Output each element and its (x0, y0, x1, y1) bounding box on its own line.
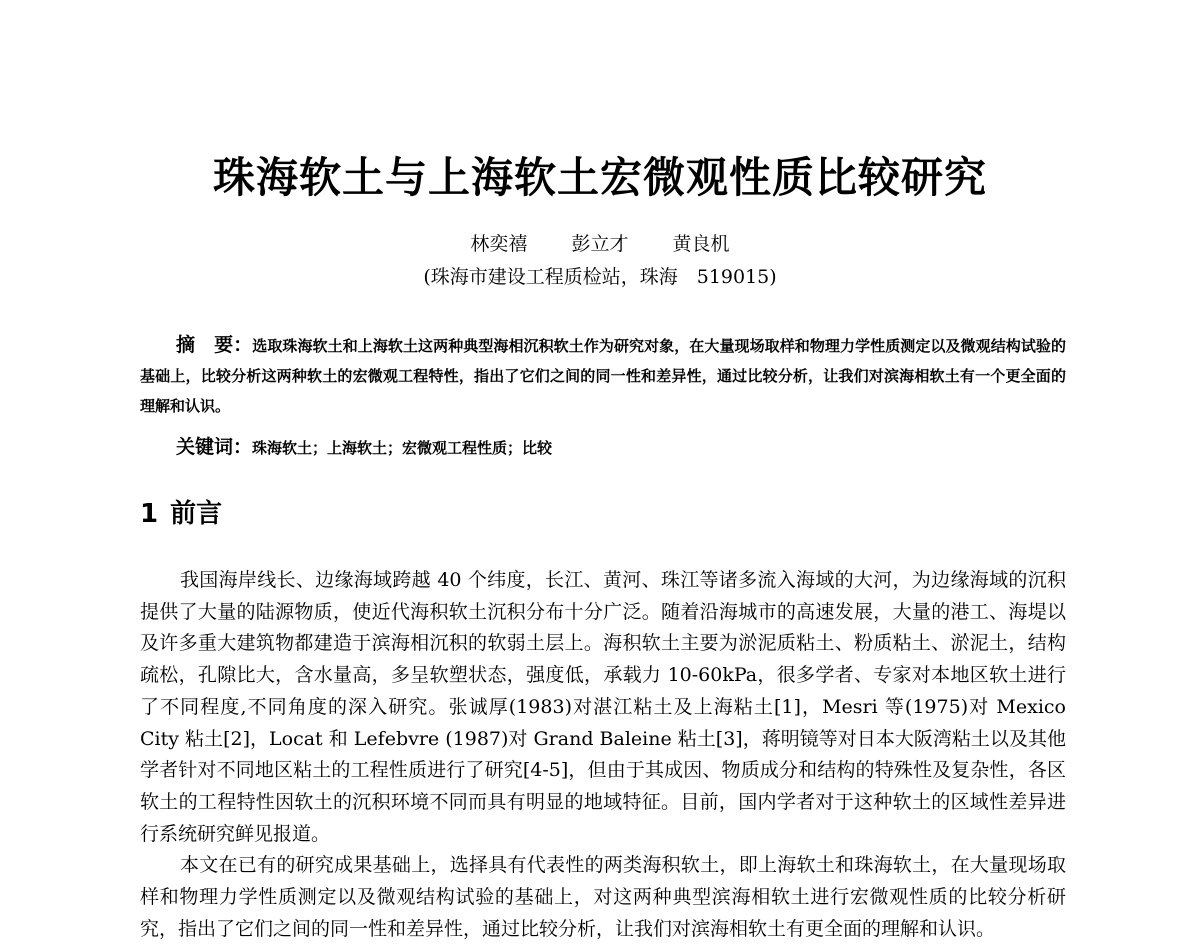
section-number: 1 (140, 499, 159, 529)
keywords-text: 珠海软土；上海软土；宏微观工程性质；比较 (252, 439, 553, 457)
abstract-block (140, 330, 1066, 421)
body-text (140, 565, 1066, 945)
body-paragraph: 本文在已有的研究成果基础上，选择具有代表性的两类海积软土，即上海软土和珠海软土，在大量现场取样和物理力学性质测定以及微观结构试验的基础上，对这两种典型滨海相软土进行宏微观性质的比较分析研究，指出了它们之间的同一性和差异性，通过比较分析，让我们对滨海相软土有更全面的理解和认识。 (140, 854, 1066, 940)
paper-title: 珠海软土与上海软土宏微观性质比较研究 (212, 153, 987, 202)
abstract-text: 选取珠海软土和上海软土这两种典型海相沉积软土作为研究对象，在大量现场取样和物理力学性质测定以及微观结构试验的基础上，比较分析这两种软土的宏微观工程特性，指出了它们之间的同一性和差异性，通过比较分析，让我们对滨海相软土有一个更全面的理解和认识。 (140, 337, 1066, 415)
section-title: 前言 (170, 499, 223, 529)
author-affiliation: (珠海市建设工程质检站，珠海 519015) (423, 266, 777, 288)
abstract-paragraph (140, 330, 1066, 421)
section-heading (140, 494, 222, 534)
body-paragraph: 我国海岸线长、边缘海域跨越 40 个纬度，长江、黄河、珠江等诸多流入海域的大河，为边缘海域的沉积提供了大量的陆源物质，使近代海积软土沉积分布十分广泛。随着沿海城市的高速发展，大量的港工、海堤以及许多重大建筑物都建造于滨海相沉积的软弱土层上。海积软土主要为淤泥质粘土、粉质粘土、淤泥土，结构疏松，孔隙比大，含水量高，多呈软塑状态，强度低，承载力 10-60kPa，很多学者、专家对本地区软土进行了不同程度,不同角度的深入研究。张诚厚(1983)对湛江粘土及上海粘土[1]，Mesri 等(1975)对 Mexico City 粘土[2]，Locat 和 Lefebvre (1987)对 Grand Baleine 粘土[3]，蒋明镜等对日本大阪湾粘土以及其他学者针对不同地区粘土的工程性质进行了研究[4-5]，但由于其成因、物质成分和结构的特殊性及复杂性，各区软土的工程特性因软土的沉积环境不同而具有明显的地域特征。目前，国内学者对于这种软土的区域性差异进行系统研究鲜见报道。 (140, 569, 1066, 845)
abstract-label: 摘 要： (176, 334, 253, 356)
author-name: 彭立才 (571, 233, 629, 255)
author-list (0, 229, 1200, 259)
author-name: 林奕禧 (470, 233, 528, 255)
author-name: 黄良机 (672, 233, 730, 255)
keywords-label: 关键词： (176, 436, 253, 458)
keywords-block (176, 432, 1066, 463)
